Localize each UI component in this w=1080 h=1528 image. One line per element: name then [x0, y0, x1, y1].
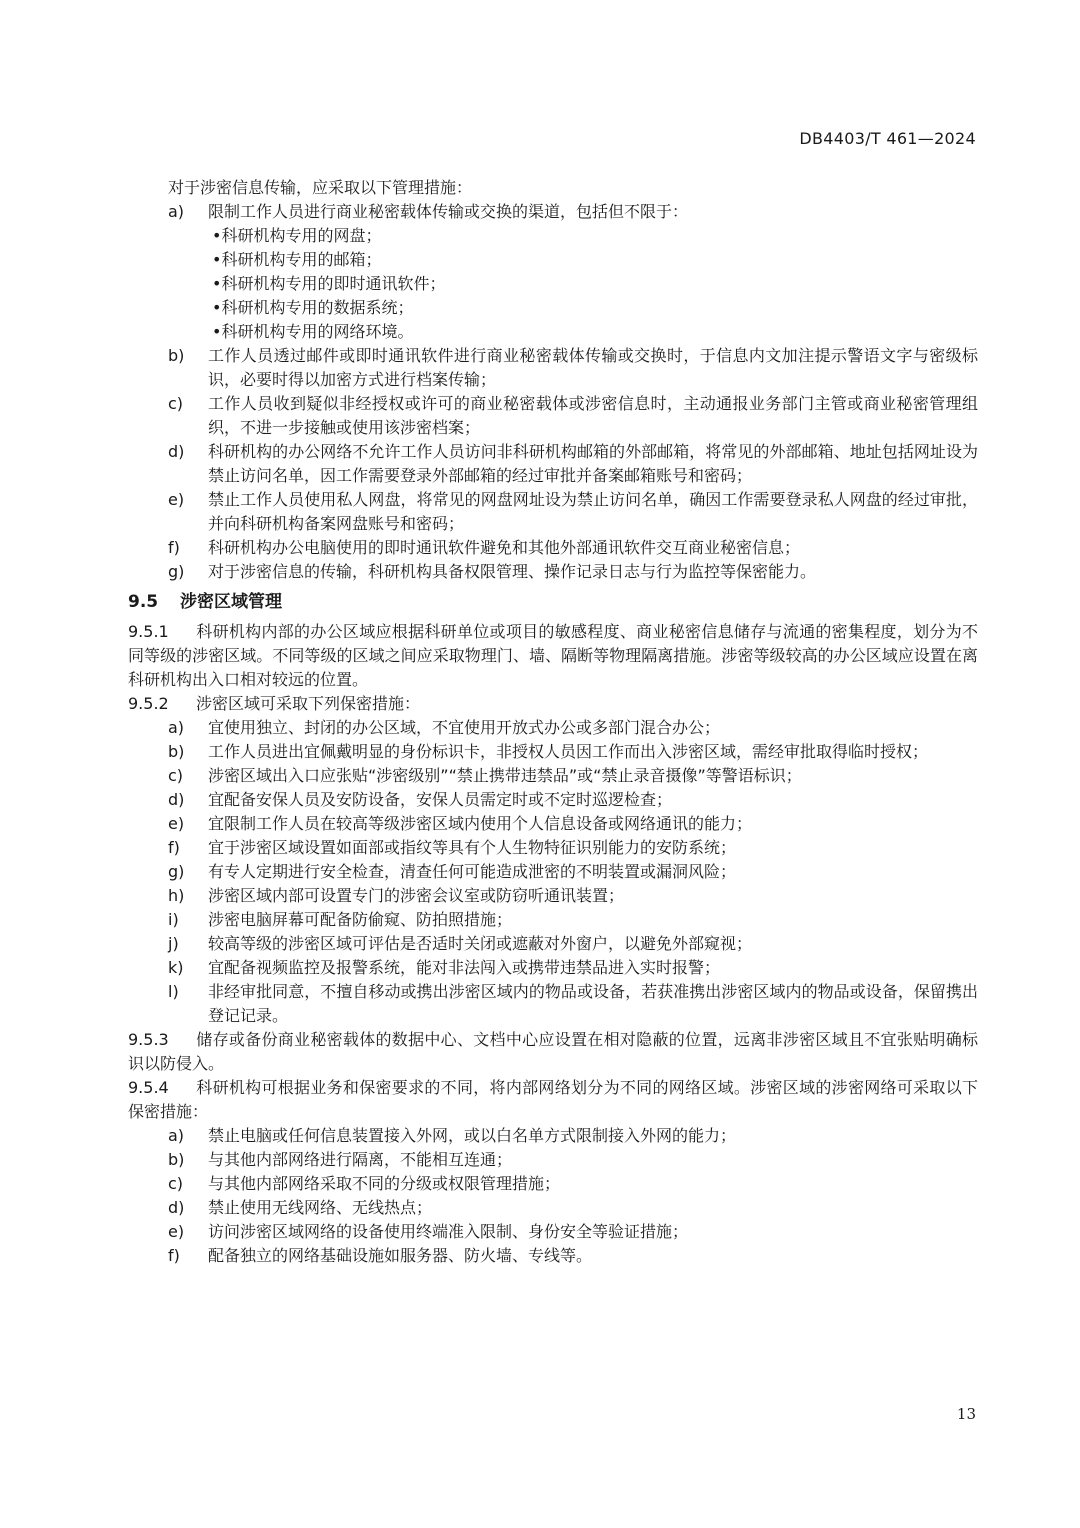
list-item-text: 禁止电脑或任何信息装置接入外网，或以白名单方式限制接入外网的能力； — [208, 1126, 737, 1145]
list-item-label: l) — [168, 982, 179, 1001]
list-item-text: 禁止工作人员使用私人网盘，将常见的网盘网址设为禁止访问名单，确因工作需要登录私人网盘的经过审批，并向科研机构备案网盘账号和密码； — [208, 490, 978, 533]
bullet-item: •科研机构专用的即时通讯软件； — [212, 274, 446, 293]
bullet-list — [128, 224, 978, 344]
list-item — [128, 536, 978, 560]
list-item — [128, 1220, 978, 1244]
list-item — [128, 488, 978, 536]
list-item-label: a) — [168, 1126, 185, 1145]
list-item-label: g) — [168, 562, 185, 581]
list-item-text: 配备独立的网络基础设施如服务器、防火墙、专线等。 — [208, 1246, 593, 1265]
list-item-text: 涉密区域出入口应张贴“涉密级别”“禁止携带违禁品”或“禁止录音摄像”等警语标识； — [208, 766, 802, 785]
bullet-item: •科研机构专用的数据系统； — [212, 298, 414, 317]
list-item-label: c) — [168, 1174, 184, 1193]
list-item-text: 限制工作人员进行商业秘密载体传输或交换的渠道，包括但不限于： — [208, 202, 689, 221]
list-item-text: 对于涉密信息的传输，科研机构具备权限管理、操作记录日志与行为监控等保密能力。 — [208, 562, 817, 581]
list-item-label: g) — [168, 862, 185, 881]
bullet-item: •科研机构专用的网络环境。 — [212, 322, 414, 341]
list-item — [128, 836, 978, 860]
list-item-label: f) — [168, 1246, 180, 1265]
list-item-text: 与其他内部网络采取不同的分级或权限管理措施； — [208, 1174, 561, 1193]
page-number: 13 — [956, 1405, 976, 1423]
list-item-label: k) — [168, 958, 184, 977]
clause-number: 9.5.3 — [128, 1030, 169, 1049]
list-a — [128, 200, 978, 224]
list-item — [128, 788, 978, 812]
list-item-label: d) — [168, 442, 185, 461]
list-9-5-4 — [128, 1124, 978, 1268]
list-item-text: 涉密区域内部可设置专门的涉密会议室或防窃听通讯装置； — [208, 886, 625, 905]
list-item-label: a) — [168, 202, 185, 221]
list-item-text: 宜限制工作人员在较高等级涉密区域内使用个人信息设备或网络通讯的能力； — [208, 814, 753, 833]
list-b — [128, 344, 978, 584]
bullet-item: •科研机构专用的邮箱； — [212, 250, 382, 269]
list-item — [128, 860, 978, 884]
clause-number: 9.5.1 — [128, 622, 169, 641]
list-item-label: b) — [168, 742, 185, 761]
clause-text: 科研机构可根据业务和保密要求的不同，将内部网络划分为不同的网络区域。涉密区域的涉密网络可采取以下保密措施： — [128, 1078, 978, 1121]
clause-text: 科研机构内部的办公区域应根据科研单位或项目的敏感程度、商业秘密信息储存与流通的密集程度，划分为不同等级的涉密区域。不同等级的区域之间应采取物理门、墙、隔断等物理隔离措施。涉密等级较高的办公区域应设置在离科研机构出入口相对较远的位置。 — [128, 622, 978, 689]
list-item — [128, 1124, 978, 1148]
list-item — [128, 716, 978, 740]
list-item — [128, 200, 978, 224]
list-item-label: j) — [168, 934, 179, 953]
list-item-text: 涉密电脑屏幕可配备防偷窥、防拍照措施； — [208, 910, 513, 929]
clause-9-5-2 — [128, 692, 978, 716]
list-9-5-2 — [128, 716, 978, 1028]
list-item — [128, 908, 978, 932]
list-item-text: 宜配备安保人员及安防设备，安保人员需定时或不定时巡逻检查； — [208, 790, 673, 809]
list-item-text: 工作人员收到疑似非经授权或许可的商业秘密载体或涉密信息时，主动通报业务部门主管或商业秘密管理组织，不进一步接触或使用该涉密档案； — [208, 394, 978, 437]
list-item-label: f) — [168, 538, 180, 557]
list-item — [128, 440, 978, 488]
list-item-text: 宜于涉密区域设置如面部或指纹等具有个人生物特征识别能力的安防系统； — [208, 838, 737, 857]
doc-code-header: DB4403/T 461—2024 — [799, 129, 976, 148]
list-item-text: 宜使用独立、封闭的办公区域，不宜使用开放式办公或多部门混合办公； — [208, 718, 721, 737]
list-item — [128, 980, 978, 1028]
list-item-text: 科研机构的办公网络不允许工作人员访问非科研机构邮箱的外部邮箱，将常见的外部邮箱、地址包括网址设为禁止访问名单，因工作需要登录外部邮箱的经过审批并备案邮箱账号和密码； — [208, 442, 978, 485]
list-item-label: c) — [168, 766, 184, 785]
section-number: 9.5 — [128, 592, 159, 612]
list-item-label: d) — [168, 790, 185, 809]
list-item-label: c) — [168, 394, 184, 413]
list-item-label: a) — [168, 718, 185, 737]
list-item-text: 科研机构办公电脑使用的即时通讯软件避免和其他外部通讯软件交互商业秘密信息； — [208, 538, 801, 557]
list-item — [128, 1244, 978, 1268]
clause-9-5-4 — [128, 1076, 978, 1124]
clause-number: 9.5.2 — [128, 694, 169, 713]
list-item-label: f) — [168, 838, 180, 857]
list-item — [128, 1148, 978, 1172]
list-item — [128, 560, 978, 584]
list-item-text: 禁止使用无线网络、无线热点； — [208, 1198, 433, 1217]
list-item-text: 工作人员透过邮件或即时通讯软件进行商业秘密载体传输或交换时，于信息内文加注提示警语文字与密级标识，必要时得以加密方式进行档案传输； — [208, 346, 978, 389]
list-item — [128, 764, 978, 788]
list-item-label: b) — [168, 1150, 185, 1169]
clause-text: 涉密区域可采取下列保密措施： — [196, 694, 421, 713]
list-item-label: e) — [168, 814, 185, 833]
list-item — [128, 932, 978, 956]
list-item — [128, 344, 978, 392]
list-item-text: 非经审批同意，不擅自移动或携出涉密区域内的物品或设备，若获准携出涉密区域内的物品或设备，保留携出登记记录。 — [208, 982, 978, 1025]
list-item-text: 与其他内部网络进行隔离，不能相互连通； — [208, 1150, 513, 1169]
list-item — [128, 392, 978, 440]
list-item-text: 较高等级的涉密区域可评估是否适时关闭或遮蔽对外窗户，以避免外部窥视； — [208, 934, 753, 953]
list-item-text: 宜配备视频监控及报警系统，能对非法闯入或携带违禁品进入实时报警； — [208, 958, 721, 977]
list-item-label: h) — [168, 886, 185, 905]
document-body — [128, 176, 978, 1268]
list-item-text: 工作人员进出宜佩戴明显的身份标识卡，非授权人员因工作而出入涉密区域，需经审批取得临时授权； — [208, 742, 929, 761]
list-item — [128, 884, 978, 908]
intro-paragraph: 对于涉密信息传输，应采取以下管理措施： — [168, 178, 473, 197]
list-item — [128, 956, 978, 980]
list-item-label: d) — [168, 1198, 185, 1217]
clause-9-5-3 — [128, 1028, 978, 1076]
list-item — [128, 1196, 978, 1220]
list-item — [128, 812, 978, 836]
list-item-label: i) — [168, 910, 179, 929]
list-item — [128, 1172, 978, 1196]
bullet-item: •科研机构专用的网盘； — [212, 226, 382, 245]
section-title: 涉密区域管理 — [180, 592, 282, 612]
list-item-label: b) — [168, 346, 185, 365]
list-item-label: e) — [168, 1222, 185, 1241]
section-heading — [128, 590, 978, 614]
list-item-text: 访问涉密区域网络的设备使用终端准入限制、身份安全等验证措施； — [208, 1222, 689, 1241]
list-item-label: e) — [168, 490, 185, 509]
list-item — [128, 740, 978, 764]
clause-number: 9.5.4 — [128, 1078, 169, 1097]
list-item-text: 有专人定期进行安全检查，清查任何可能造成泄密的不明装置或漏洞风险； — [208, 862, 737, 881]
clause-9-5-1 — [128, 620, 978, 692]
clause-text: 储存或备份商业秘密载体的数据中心、文档中心应设置在相对隐蔽的位置，远离非涉密区域且不宜张贴明确标识以防侵入。 — [128, 1030, 978, 1073]
